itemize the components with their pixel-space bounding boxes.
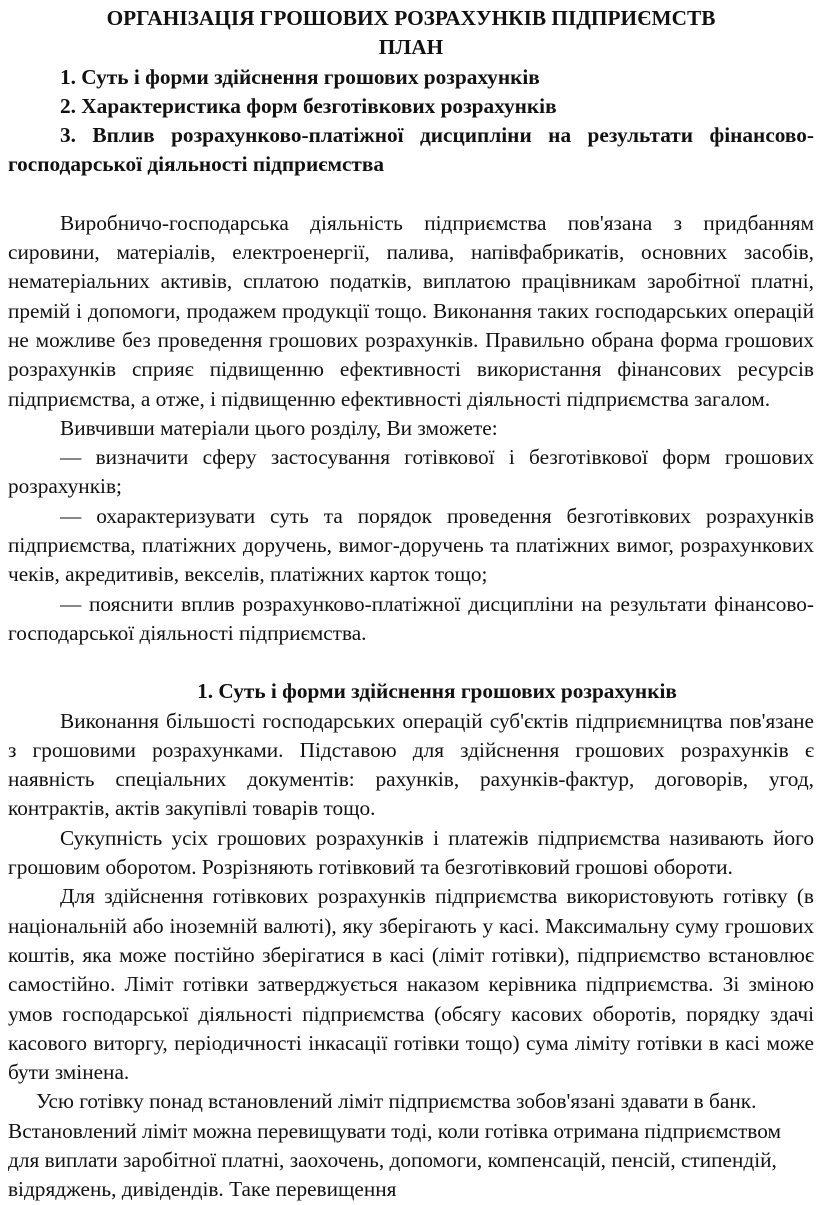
section-1-heading: 1. Суть і форми здійснення грошових розрахунків bbox=[197, 679, 677, 704]
objective-item-1: — визначити сферу застосування готівкової і безготівкової форм грошових розрахунків; bbox=[8, 445, 814, 499]
objectives-intro: Вивчивши матеріали цього розділу, Ви зможете: bbox=[60, 415, 498, 440]
objective-item-3: — пояснити вплив розрахунково-платіжної дисципліни на результати фінансово-господарської діяльності підприємства. bbox=[8, 591, 814, 645]
section-1-paragraph-1: Виконання більшості господарських операцій суб'єктів підприємництва пов'язане з грошовими розрахунками. Підставою для здійснення грошових розрахунків є наявність спеціальних документів: рахунків, рахунків-фактур, договорів, угод, контрактів, актів закупівлі товарів тощо. bbox=[8, 708, 814, 821]
section-1-paragraph-4: Усю готівку понад встановлений ліміт підприємства зобов'язані здавати в банк. Встановлений ліміт можна перевищувати тоді, коли готівка отримана підприємством для виплати заробітної платні, заохочень, допомоги, компенсацій, пенсій, стипендій, відряджень, дивідендів. Таке перевищення bbox=[8, 1089, 781, 1202]
spacer bbox=[8, 648, 814, 677]
plan-item-1: 1. Суть і форми здійснення грошових розрахунків bbox=[60, 64, 540, 89]
objective-item-2: — охарактеризувати суть та порядок проведення безготівкових розрахунків підприємства, платіжних доручень, вимог-доручень та платіжних вимог, розрахункових чеків, акредитивів, векселів, платіжних карток тощо; bbox=[8, 503, 814, 587]
section-1-paragraph-3: Для здійснення готівкових розрахунків підприємства використовують готівку (в національній або іноземній валюті), яку зберігають у касі. Максимальну суму грошових коштів, яка може постійно зберігатися в касі (ліміт готівки), підприємство встановлює самостійно. Ліміт готівки затверджується наказом керівника підприємства. Зі зміною умов господарської діяльності підприємства (обсягу касових оборотів, порядку здачі касового виторгу, періодичності інкасації готівки тощо) сума ліміту готівки в касі може бути змінена. bbox=[8, 884, 814, 1085]
document-title: ОРГАНІЗАЦІЯ ГРОШОВИХ РОЗРАХУНКІВ ПІДПРИЄМСТВ bbox=[106, 6, 716, 30]
plan-item-3: 3. Вплив розрахунково-платіжної дисципліни на результати фінансово-господарської діяльності підприємства bbox=[8, 123, 814, 177]
spacer bbox=[8, 180, 814, 209]
document-page bbox=[8, 0, 814, 1205]
plan-item-2: 2. Характеристика форм безготівкових розрахунків bbox=[60, 93, 557, 118]
plan-heading: ПЛАН bbox=[378, 35, 444, 60]
section-1-paragraph-2: Сукупність усіх грошових розрахунків і платежів підприємства називають його грошовим оборотом. Розрізняють готівковий та безготівковий грошові обороти. bbox=[8, 825, 814, 880]
intro-paragraph: Виробничо-господарська діяльність підприємства пов'язана з придбанням сировини, матеріалів, електроенергії, палива, напівфабрикатів, основних засобів, нематеріальних активів, сплатою податків, виплатою працівникам заробітної платні, премій і допомоги, продажем продукції тощо. Виконання таких господарських операцій не можливе без проведення грошових розрахунків. Правильно обрана форма грошових розрахунків сприяє підвищенню ефективності використання фінансових ресурсів підприємства, а отже, і підвищенню ефективності діяльності підприємства загалом. bbox=[8, 210, 814, 411]
